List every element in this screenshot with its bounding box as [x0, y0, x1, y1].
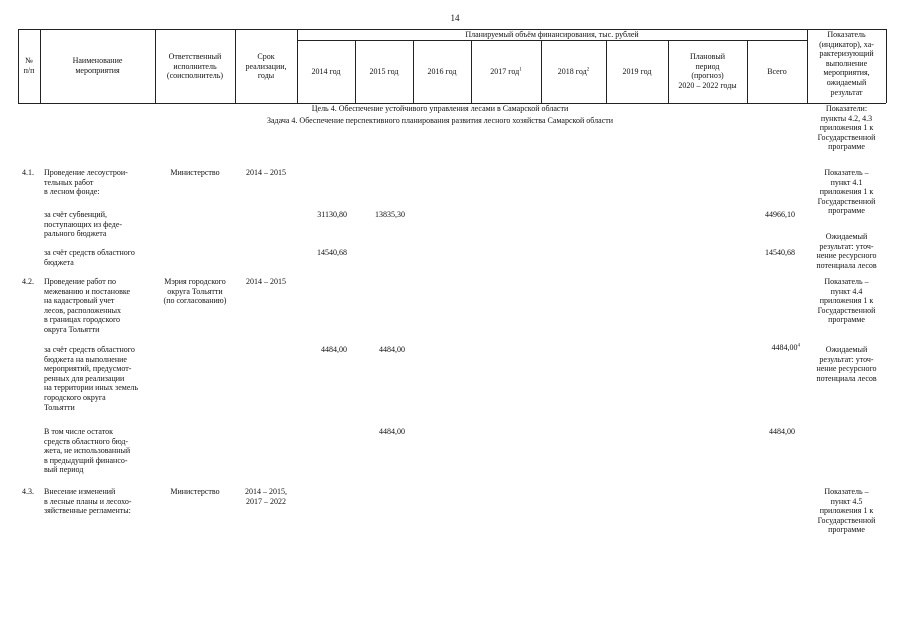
col-header-year-2017: 2017 год$^1$ — [490, 67, 522, 76]
col-header-indicator: Показатель (индикатор), ха- рактеризующий выполнение мероприятия, ожидаемый результат — [819, 30, 874, 97]
value-total: 44966,10 — [765, 210, 795, 219]
task-title: Задача 4. Обеспечение перспективного планирования развития лесного хозяйства Самарской области — [266, 116, 614, 125]
task-indicator: Показатели: пункты 4.2, 4.3 приложения 1 к Государственной программе — [817, 104, 876, 152]
col-header-funding-group: Планируемый объём финансирования, тыс. рублей — [465, 30, 639, 39]
indicator: Показатель – пункт 4.5 приложения 1 к Государственной программе — [817, 487, 876, 535]
period: 2014 – 2015 — [246, 168, 286, 177]
value-total: 14540,68 — [765, 248, 795, 257]
indicator: Показатель – пункт 4.1 приложения 1 к Государственной программе — [817, 168, 876, 216]
value-total: 4484,00 — [769, 427, 795, 436]
executor: Министерство — [170, 168, 220, 177]
row-number: 4.3. — [22, 487, 34, 496]
value-2014: 14540,68 — [317, 248, 347, 257]
value-2014: 4484,00 — [321, 345, 347, 354]
col-header-plan-period: Плановый период (прогноз) 2020 – 2022 годы — [678, 52, 737, 90]
value-2015: 4484,00 — [379, 427, 405, 436]
row-number: 4.2. — [22, 277, 34, 286]
activity-name: Проведение лесоустрои- тельных работ в лесном фонде: — [44, 168, 128, 197]
value-2015: 13835,30 — [375, 210, 405, 219]
indicator: Показатель – пункт 4.4 приложения 1 к Государственной программе — [817, 277, 876, 325]
col-header-year-2019: 2019 год — [622, 67, 652, 76]
col-header-year-2014: 2014 год — [311, 67, 341, 76]
funding-source: за счёт субвенций, поступающих из феде- рального бюджета — [44, 210, 123, 239]
col-header-period: Срок реализации, годы — [245, 52, 287, 81]
expected-result: Ожидаемый результат: уточ- нение ресурсного потенциала лесов — [816, 232, 877, 270]
funding-source: за счёт средств областного бюджета на выполнение мероприятий, предусмот- ренных для реализации на территории иных земель городского округа Тольятти — [44, 345, 139, 412]
funding-source: за счёт средств областного бюджета — [44, 248, 135, 267]
activity-name: Внесение изменений в лесные планы и лесохо- зяйственные регламенты: — [44, 487, 132, 516]
value-2015: 4484,00 — [379, 345, 405, 354]
page-number: 14 — [450, 13, 460, 23]
col-header-year-2015: 2015 год — [369, 67, 399, 76]
executor: Министерство — [170, 487, 220, 496]
value-2014: 31130,80 — [317, 210, 347, 219]
activity-name: Проведение работ по межеванию и постановке на кадастровый учет лесов, расположенных в границах городского округа Тольятти — [44, 277, 131, 334]
col-header-num: № п/п — [23, 56, 35, 75]
expected-result: Ожидаемый результат: уточ- нение ресурсного потенциала лесов — [816, 345, 877, 383]
row-number: 4.1. — [22, 168, 34, 177]
col-header-year-2016: 2016 год — [427, 67, 457, 76]
col-header-total: Всего — [767, 67, 787, 76]
executor: Мэрия городского округа Тольятти (по согласованию) — [163, 277, 227, 306]
col-header-executor: Ответственный исполнитель (соисполнитель) — [166, 52, 224, 81]
funding-source: В том числе остаток средств областного бюд- жета, не использованный в предыдущий финансо- вый период — [44, 427, 131, 475]
period: 2014 – 2015 — [246, 277, 286, 286]
period: 2014 – 2015, 2017 – 2022 — [245, 487, 287, 506]
goal-title: Цель 4. Обеспечение устойчивого управления лесами в Самарской области — [311, 104, 569, 113]
value-total: 4484,00$^4$ — [771, 343, 800, 352]
col-header-name: Наименование мероприятия — [72, 56, 123, 75]
col-header-year-2018: 2018 год$^2$ — [557, 67, 590, 76]
